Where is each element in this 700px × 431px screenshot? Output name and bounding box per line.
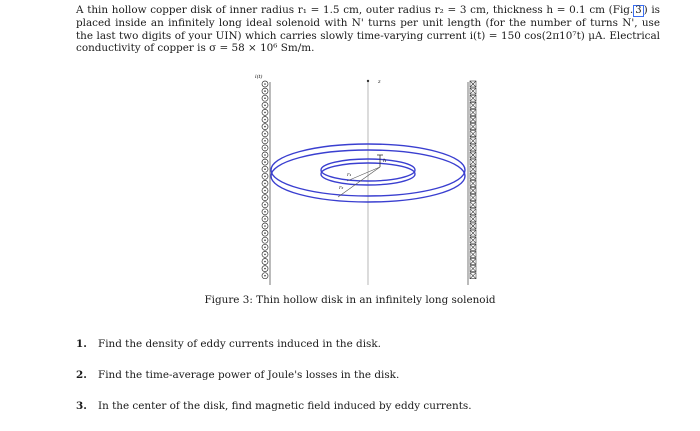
winding-dot-center bbox=[264, 147, 266, 149]
z-axis-dot bbox=[367, 80, 369, 82]
winding-dot-center bbox=[264, 97, 266, 99]
winding-dot-center bbox=[264, 190, 266, 192]
radius-r2-line bbox=[338, 167, 380, 197]
label-r1: r₁ bbox=[347, 172, 352, 178]
winding-dot-center bbox=[264, 161, 266, 163]
winding-cross bbox=[470, 117, 476, 123]
winding-dot-center bbox=[264, 275, 266, 277]
winding-dot-center bbox=[264, 183, 266, 185]
winding-dot-center bbox=[264, 218, 266, 220]
winding-cross bbox=[470, 237, 476, 243]
label-r2: r₂ bbox=[339, 185, 344, 191]
winding-cross bbox=[470, 202, 476, 208]
winding-dot-center bbox=[264, 211, 266, 213]
winding-dot-center bbox=[264, 133, 266, 135]
winding-dot-center bbox=[264, 197, 266, 199]
winding-cross bbox=[470, 266, 476, 272]
winding-cross bbox=[470, 159, 476, 165]
winding-cross bbox=[470, 230, 476, 236]
question-item bbox=[76, 338, 381, 350]
winding-cross bbox=[470, 209, 476, 215]
winding-cross bbox=[470, 152, 476, 158]
label-h: h bbox=[383, 158, 387, 164]
winding-cross bbox=[470, 259, 476, 265]
winding-cross bbox=[470, 273, 476, 279]
winding-dot-center bbox=[264, 154, 266, 156]
winding-dot-center bbox=[264, 176, 266, 178]
winding-dot-center bbox=[264, 261, 266, 263]
question-item bbox=[76, 369, 399, 381]
winding-dot-center bbox=[264, 247, 266, 249]
winding-cross bbox=[470, 81, 476, 87]
problem-text-part2: ) is placed inside an infinitely long ideal solenoid with N' turns per unit length (for the number of turns N', use the last two digits of your UIN) which carries slowly time-varying current i(t) = 150 cos(2π10⁷t) μA. Electrical conductivity of copper is σ = 58 × 10⁶ Sm/m. bbox=[76, 4, 661, 55]
problem-text-part1: A thin hollow copper disk of inner radius r₁ = 1.5 cm, outer radius r₂ = 3 cm, thickness h = 0.1 cm (Fig. bbox=[76, 4, 634, 16]
solenoid-right-winding-crosses bbox=[470, 81, 476, 279]
winding-dot-center bbox=[264, 204, 266, 206]
winding-dot-center bbox=[264, 254, 266, 256]
solenoid-left-winding-dots bbox=[262, 81, 268, 279]
winding-cross bbox=[470, 124, 476, 130]
question-text: Find the density of eddy currents induced in the disk. bbox=[98, 338, 381, 350]
winding-dot-center bbox=[264, 268, 266, 270]
winding-cross bbox=[470, 195, 476, 201]
winding-cross bbox=[470, 138, 476, 144]
question-item bbox=[76, 400, 472, 412]
winding-dot-center bbox=[264, 105, 266, 107]
figure-reference-link[interactable]: 3 bbox=[635, 5, 642, 16]
winding-cross bbox=[470, 251, 476, 257]
winding-cross bbox=[470, 244, 476, 250]
winding-cross bbox=[470, 109, 476, 115]
winding-cross bbox=[470, 188, 476, 194]
winding-cross bbox=[470, 180, 476, 186]
question-text: In the center of the disk, find magnetic field induced by eddy currents. bbox=[98, 400, 472, 412]
winding-dot-center bbox=[264, 140, 266, 142]
winding-cross bbox=[470, 145, 476, 151]
winding-cross bbox=[470, 95, 476, 101]
winding-cross bbox=[470, 166, 476, 172]
question-number: 3. bbox=[76, 400, 87, 412]
winding-dot-center bbox=[264, 119, 266, 121]
winding-dot-center bbox=[264, 90, 266, 92]
winding-cross bbox=[470, 102, 476, 108]
winding-dot-center bbox=[264, 126, 266, 128]
winding-cross bbox=[470, 88, 476, 94]
winding-cross bbox=[470, 223, 476, 229]
question-number: 1. bbox=[76, 338, 87, 350]
label-current: i(t) bbox=[255, 74, 263, 80]
winding-dot-center bbox=[264, 112, 266, 114]
winding-cross bbox=[470, 131, 476, 137]
winding-dot-center bbox=[264, 239, 266, 241]
question-text: Find the time-average power of Joule's losses in the disk. bbox=[98, 369, 400, 381]
label-z: z bbox=[378, 79, 381, 85]
winding-dot-center bbox=[264, 225, 266, 227]
winding-dot-center bbox=[264, 83, 266, 85]
winding-cross bbox=[470, 216, 476, 222]
winding-cross bbox=[470, 173, 476, 179]
question-number: 2. bbox=[76, 369, 87, 381]
figure-caption: Figure 3: Thin hollow disk in an infinitely long solenoid bbox=[204, 294, 496, 306]
winding-dot-center bbox=[264, 232, 266, 234]
winding-dot-center bbox=[264, 168, 266, 170]
